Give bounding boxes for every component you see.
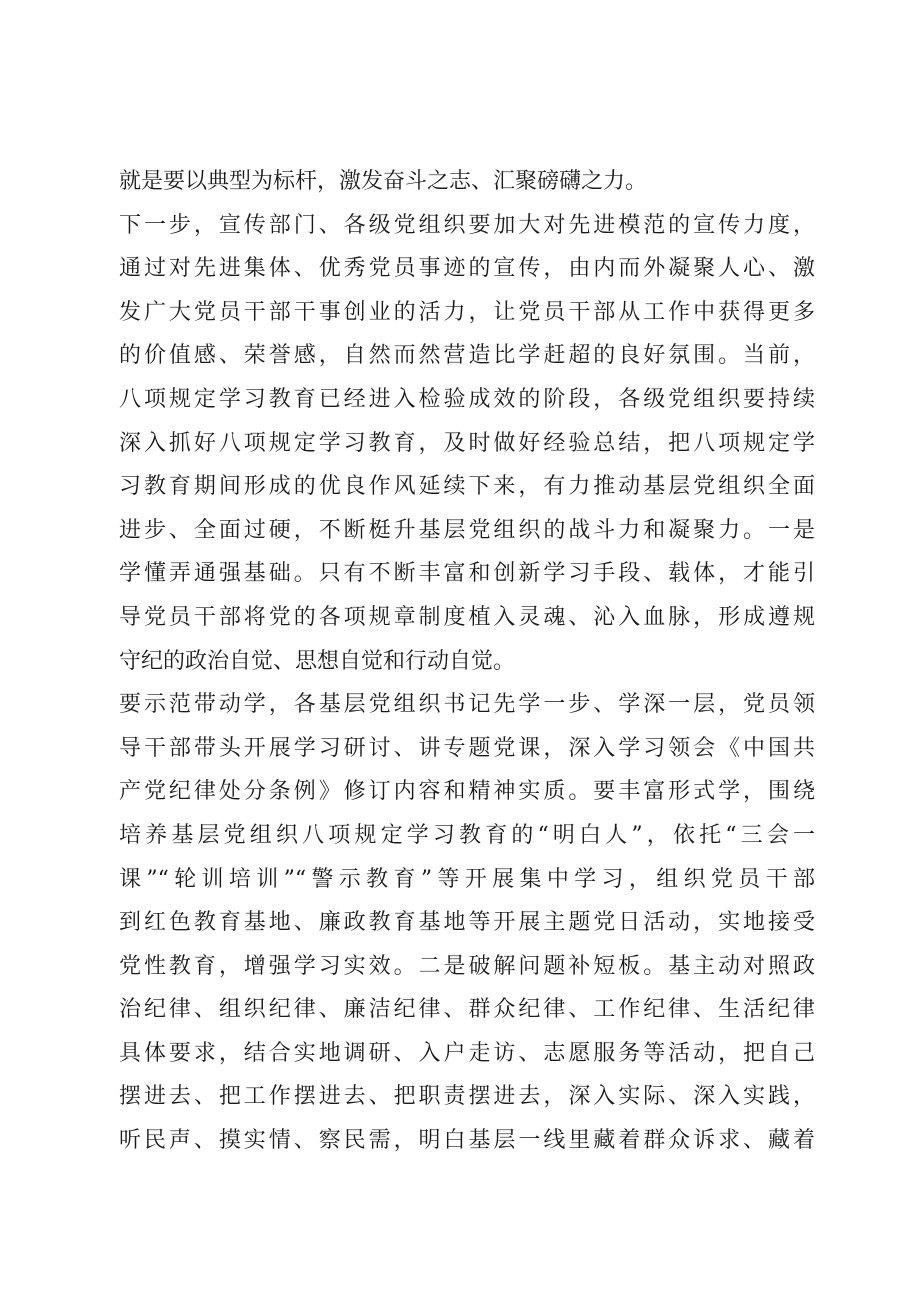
text-line: 下一步，宣传部门、各级党组织要加大对先进模范的宣传力度， <box>119 212 815 238</box>
text-line: 守纪的政治自觉、思想自觉和行动自觉。 <box>119 648 516 674</box>
paragraph <box>119 204 815 684</box>
text-line: 八项规定学习教育已经进入检验成效的阶段，各级党组织要持续 <box>119 386 815 412</box>
text-line: 就是要以典型为标杆，激发奋斗之志、汇聚磅礴之力。 <box>119 169 648 194</box>
text-line: 摆进去、把工作摆进去、把职责摆进去，深入实际、深入实践， <box>119 1084 815 1110</box>
text-line: 的价值感、荣誉感，自然而然营造比学赶超的良好氛围。当前， <box>119 343 815 369</box>
text-line: 党性教育，增强学习实效。二是破解问题补短板。基主动对照政 <box>119 953 815 979</box>
text-line: 具体要求，结合实地调研、入户走访、志愿服务等活动，把自己 <box>119 1040 815 1066</box>
text-line: 听民声、摸实情、察民需，明白基层一线里藏着群众诉求、藏着 <box>119 1128 815 1154</box>
text-line: 导党员干部将党的各项规章制度植入灵魂、沁入血脉，形成遵规 <box>119 604 815 630</box>
document-body <box>119 160 815 1163</box>
text-line: 治纪律、组织纪律、廉洁纪律、群众纪律、工作纪律、生活纪律 <box>119 997 815 1023</box>
text-line: 通过对先进集体、优秀党员事迹的宣传，由内而外凝聚人心、激 <box>119 256 815 282</box>
text-line: 培养基层党组织八项规定学习教育的“明白人”，依托“三会一 <box>119 822 815 848</box>
text-line: 发广大党员干部干事创业的活力，让党员干部从工作中获得更多 <box>119 299 815 325</box>
text-line: 导干部带头开展学习研讨、讲专题党课，深入学习领会《中国共 <box>119 735 815 761</box>
text-line: 到红色教育基地、廉政教育基地等开展主题党日活动，实地接受 <box>119 910 815 936</box>
text-line: 深入抓好八项规定学习教育，及时做好经验总结，把八项规定学 <box>119 430 815 456</box>
text-line: 学懂弄通强基础。只有不断丰富和创新学习手段、载体，才能引 <box>119 561 815 587</box>
paragraph <box>119 160 815 204</box>
text-line: 课”“轮训培训”“警示教育”等开展集中学习，组织党员干部 <box>119 866 815 892</box>
text-line: 进步、全面过硬，不断梃升基层党组织的战斗力和凝聚力。一是 <box>119 517 815 543</box>
text-line: 习教育期间形成的优良作风延续下来，有力推动基层党组织全面 <box>119 474 815 500</box>
text-line: 产党纪律处分条例》修订内容和精神实质。要丰富形式学，围绕 <box>119 779 815 805</box>
paragraph <box>119 683 815 1163</box>
text-line: 要示范带动学，各基层党组织书记先学一步、学深一层，党员领 <box>119 692 815 718</box>
